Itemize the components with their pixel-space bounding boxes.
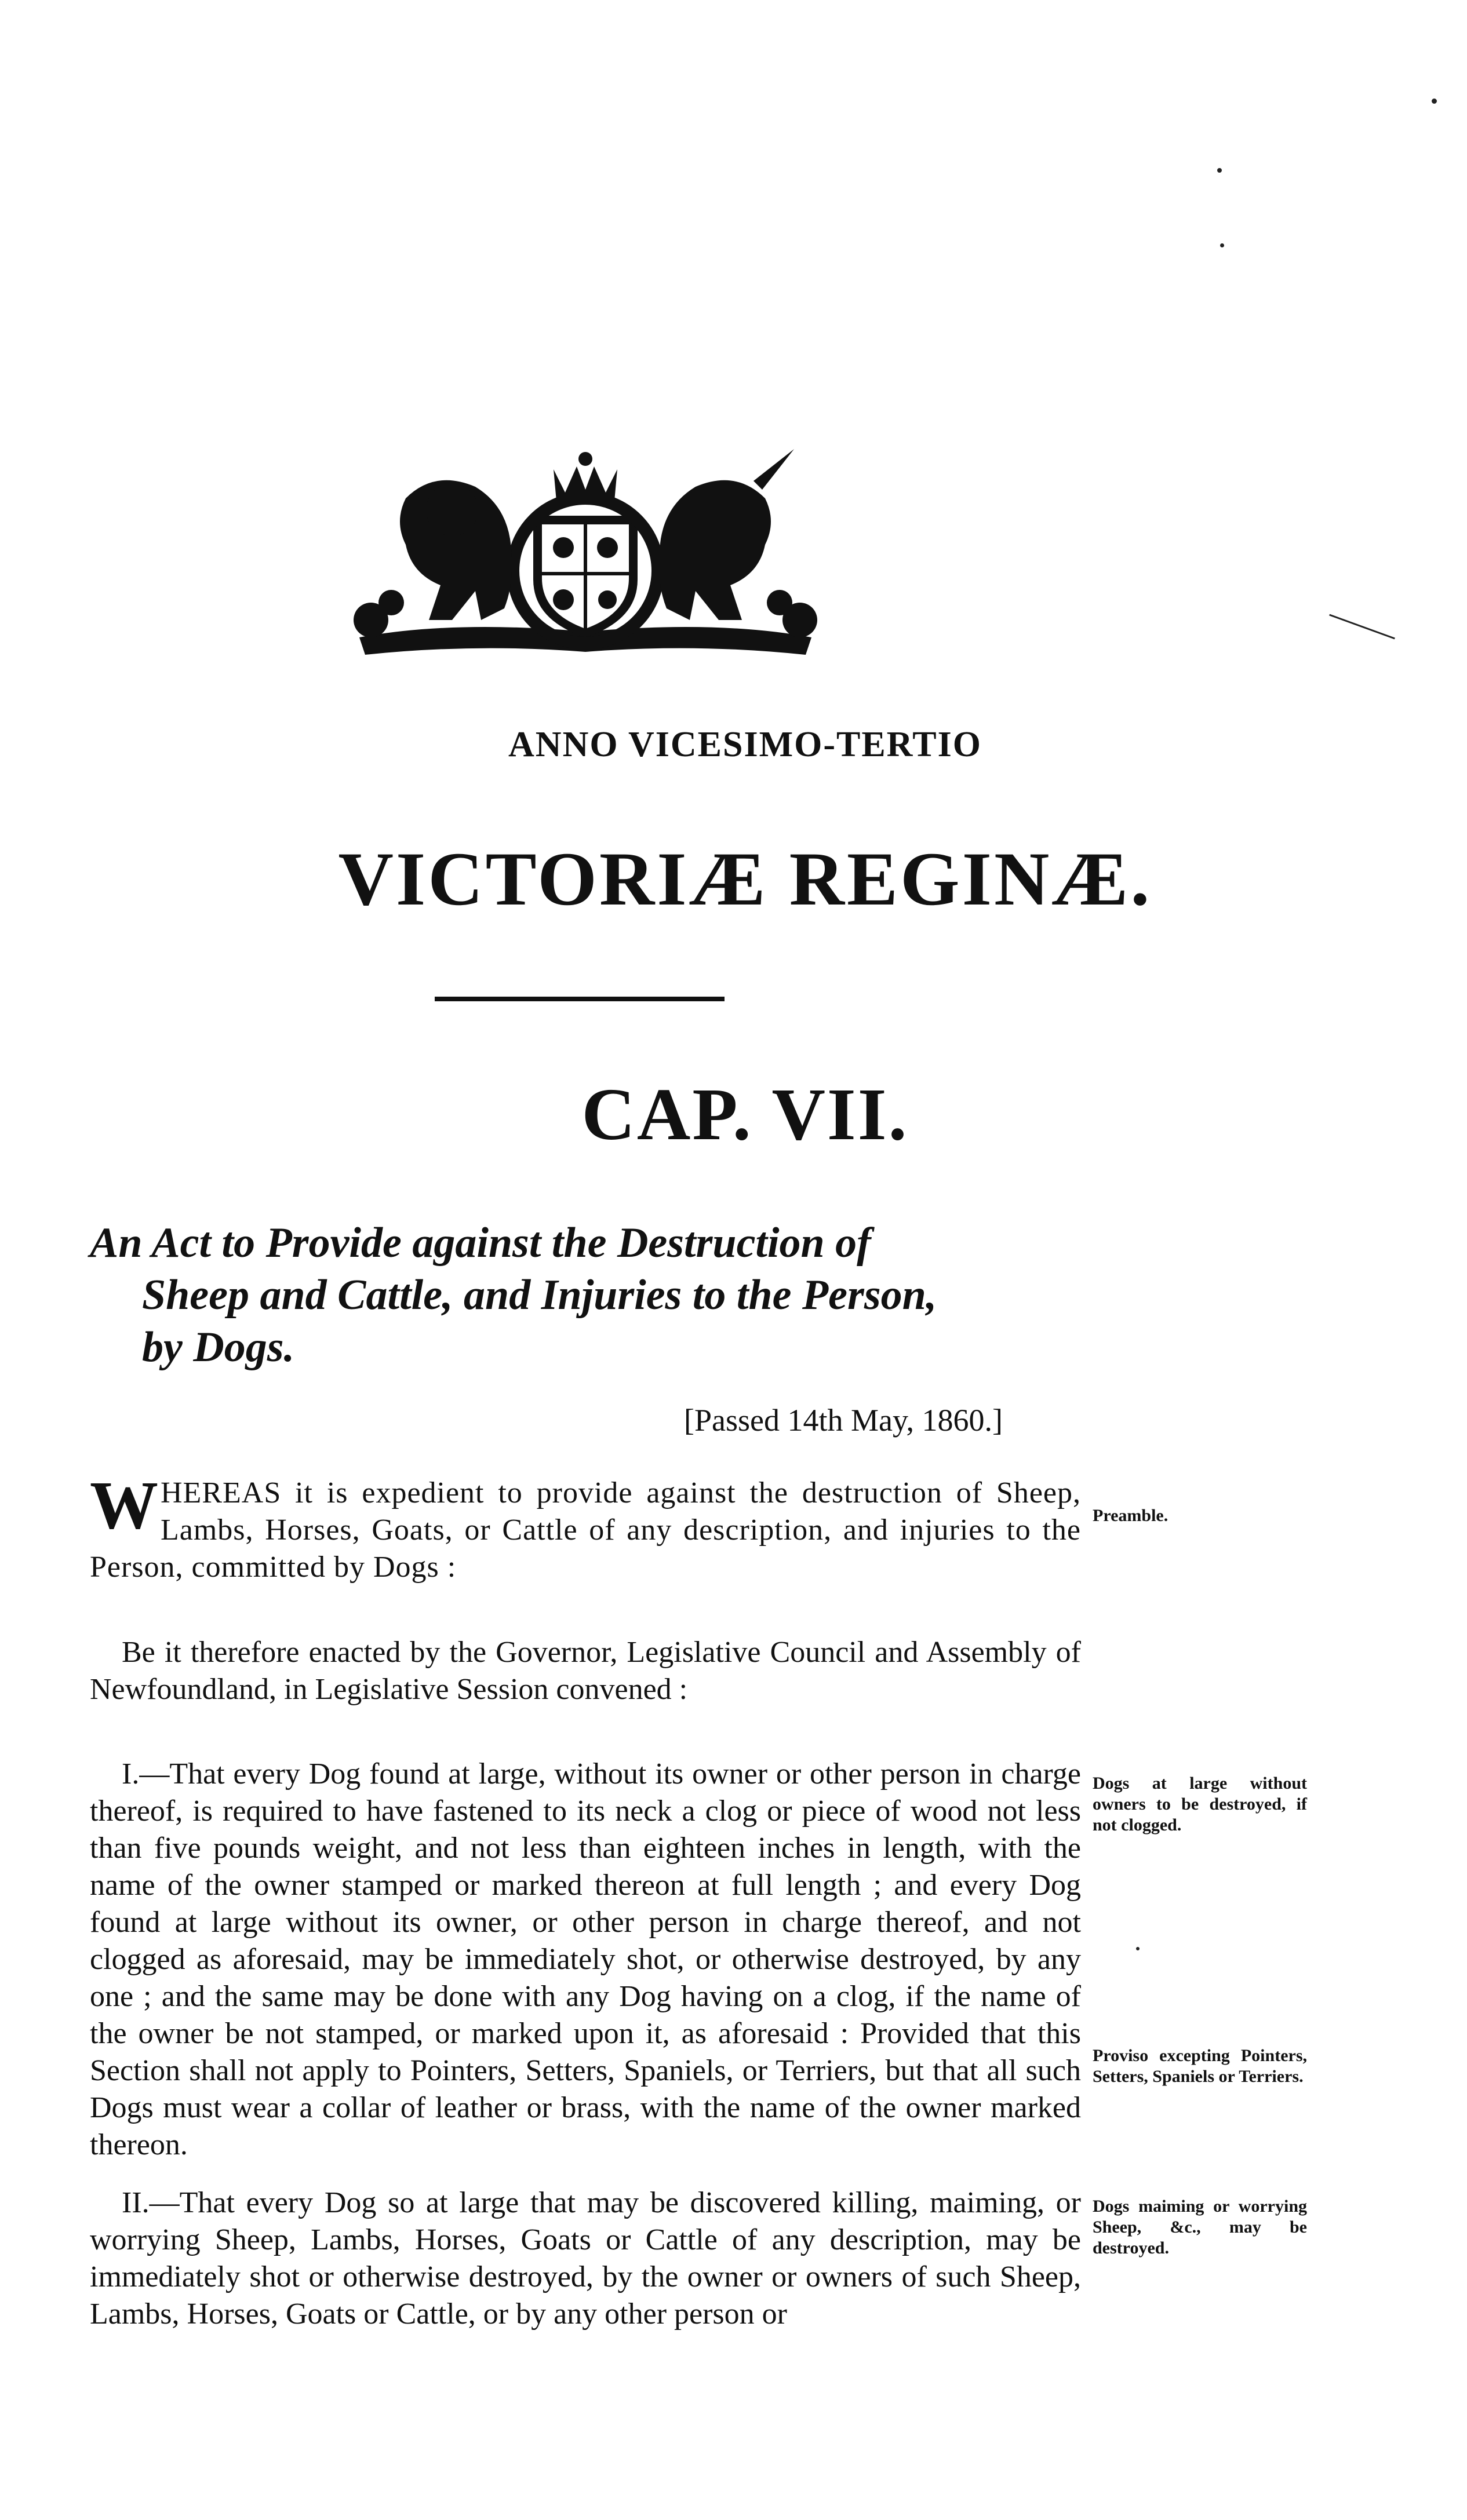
act-title-line-2: Sheep and Cattle, and Injuries to the Person,	[142, 1271, 937, 1319]
preamble-paragraph	[90, 1467, 1081, 1586]
section-2: II.—That every Dog so at large that may be discovered killing, maiming, or worrying Sheep, Lambs, Horses, Goats or Cattle of any description, may be immediately shot or otherwise destroyed, by the owner or owners of such Sheep, Lambs, Horses, Goats or Cattle, or by any other person or	[90, 2186, 1081, 2331]
chapter-number: CAP. VII.	[581, 1073, 909, 1155]
regnal-year-heading: ANNO VICESIMO-TERTIO	[508, 725, 982, 764]
divider-rule	[435, 997, 725, 1001]
margin-note-dogs-at-large: Dogs at large without owners to be destroyed, if not clogged.	[1093, 1774, 1307, 1835]
margin-note-proviso: Proviso excepting Pointers, Setters, Spaniels or Terriers.	[1093, 2046, 1307, 2086]
act-title-line-3: by Dogs.	[142, 1323, 295, 1371]
scan-speck	[1217, 168, 1222, 173]
preamble-text: HEREAS it is expedient to provide against the destruction of Sheep, Lambs, Horses, Goats, or Cattle of any description, and injuries to the Person, committed by Dogs :	[90, 1476, 1081, 1584]
scan-speck	[1220, 243, 1224, 247]
act-title-line-1: An Act to Provide against the Destruction of	[90, 1219, 871, 1267]
enacting-clause: Be it therefore enacted by the Governor, Legislative Council and Assembly of Newfoundland, in Legislative Session convened :	[90, 1636, 1081, 1706]
margin-note-preamble: Preamble.	[1093, 1506, 1168, 1525]
scan-speck	[1136, 1947, 1140, 1950]
drop-cap: W	[90, 1467, 158, 1543]
passed-date: [Passed 14th May, 1860.]	[684, 1403, 1003, 1438]
scan-speck	[1432, 99, 1437, 104]
margin-note-maiming: Dogs maiming or worrying Sheep, &c., may be destroyed.	[1093, 2197, 1307, 2258]
regnal-title: VICTORIÆ REGINÆ.	[338, 836, 1152, 921]
act-title	[90, 1217, 1110, 1373]
royal-coat-of-arms-icon	[336, 446, 835, 666]
section-1: I.—That every Dog found at large, without its owner or other person in charge thereof, is required to have fastened to its neck a clog or piece of wood not less than five pounds weight, and not less than eighteen inches in length, with the name of the owner stamped or marked thereon at full length ; and every Dog found at large without its owner, or other person in charge thereof, and not clogged as aforesaid, may be immediately shot, or otherwise destroyed, by any one ; and the same may be done with any Dog having on a clog, if the name of the owner be not stamped, or marked upon it, as aforesaid : Provided that this Section shall not apply to Pointers, Setters, Spaniels, or Terriers, but that all such Dogs must wear a collar of leather or brass, with the name of the owner marked thereon.	[90, 1757, 1081, 2161]
scan-speck	[1329, 614, 1395, 640]
